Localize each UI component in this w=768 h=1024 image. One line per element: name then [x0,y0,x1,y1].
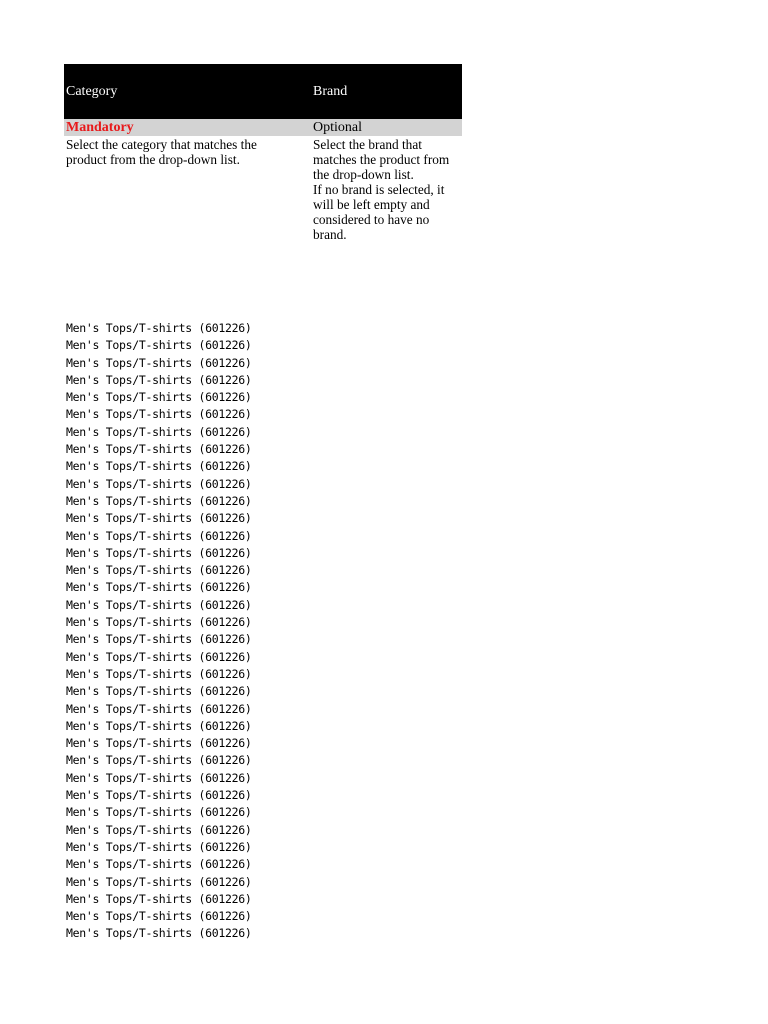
category-value-cell[interactable]: Men's Tops/T-shirts (601226) [66,459,252,474]
category-value-cell[interactable]: Men's Tops/T-shirts (601226) [66,839,252,854]
category-value-cell[interactable]: Men's Tops/T-shirts (601226) [66,718,252,733]
category-value-cell[interactable]: Men's Tops/T-shirts (601226) [66,874,252,889]
spreadsheet-table [64,64,462,242]
category-value-cell[interactable]: Men's Tops/T-shirts (601226) [66,736,252,751]
header-brand[interactable]: Brand [313,83,348,99]
category-value-cell[interactable]: Men's Tops/T-shirts (601226) [66,822,252,837]
header-category[interactable]: Category [66,83,118,99]
category-value-cell[interactable]: Men's Tops/T-shirts (601226) [66,493,252,508]
category-value-cell[interactable]: Men's Tops/T-shirts (601226) [66,528,252,543]
category-value-cell[interactable]: Men's Tops/T-shirts (601226) [66,753,252,768]
category-value-cell[interactable]: Men's Tops/T-shirts (601226) [66,476,252,491]
category-requirement[interactable]: Mandatory [66,120,134,135]
category-value-cell[interactable]: Men's Tops/T-shirts (601226) [66,563,252,578]
category-value-cell[interactable]: Men's Tops/T-shirts (601226) [66,372,252,387]
brand-requirement[interactable]: Optional [313,120,362,135]
category-value-cell[interactable]: Men's Tops/T-shirts (601226) [66,407,252,422]
category-value-cell[interactable]: Men's Tops/T-shirts (601226) [66,424,252,439]
category-value-cell[interactable]: Men's Tops/T-shirts (601226) [66,770,252,785]
category-value-cell[interactable]: Men's Tops/T-shirts (601226) [66,805,252,820]
requirement-row [64,119,462,136]
category-value-cell[interactable]: Men's Tops/T-shirts (601226) [66,580,252,595]
category-value-cell[interactable]: Men's Tops/T-shirts (601226) [66,857,252,872]
category-value-cell[interactable]: Men's Tops/T-shirts (601226) [66,597,252,612]
category-value-cell[interactable]: Men's Tops/T-shirts (601226) [66,632,252,647]
header-row [64,64,462,119]
category-value-cell[interactable]: Men's Tops/T-shirts (601226) [66,355,252,370]
brand-description[interactable]: Select the brand that matches the product from the drop-down list. If no brand is selected, it will be left empty and considered to have no brand. [313,137,450,242]
category-value-cell[interactable]: Men's Tops/T-shirts (601226) [66,666,252,681]
category-value-cell[interactable]: Men's Tops/T-shirts (601226) [66,684,252,699]
category-value-cell[interactable]: Men's Tops/T-shirts (601226) [66,701,252,716]
category-value-cell[interactable]: Men's Tops/T-shirts (601226) [66,338,252,353]
category-value-cell[interactable]: Men's Tops/T-shirts (601226) [66,511,252,526]
category-value-cell[interactable]: Men's Tops/T-shirts (601226) [66,891,252,906]
category-value-cell[interactable]: Men's Tops/T-shirts (601226) [66,390,252,405]
category-values-list [66,320,251,943]
category-value-cell[interactable]: Men's Tops/T-shirts (601226) [66,926,252,941]
category-value-cell[interactable]: Men's Tops/T-shirts (601226) [66,788,252,803]
category-value-cell[interactable]: Men's Tops/T-shirts (601226) [66,615,252,630]
category-value-cell[interactable]: Men's Tops/T-shirts (601226) [66,321,252,335]
category-value-cell[interactable]: Men's Tops/T-shirts (601226) [66,649,252,664]
category-description[interactable]: Select the category that matches the product from the drop-down list. [66,137,257,167]
category-value-cell[interactable]: Men's Tops/T-shirts (601226) [66,545,252,560]
category-value-cell[interactable]: Men's Tops/T-shirts (601226) [66,442,252,457]
description-row [64,136,462,242]
category-value-cell[interactable]: Men's Tops/T-shirts (601226) [66,909,252,924]
